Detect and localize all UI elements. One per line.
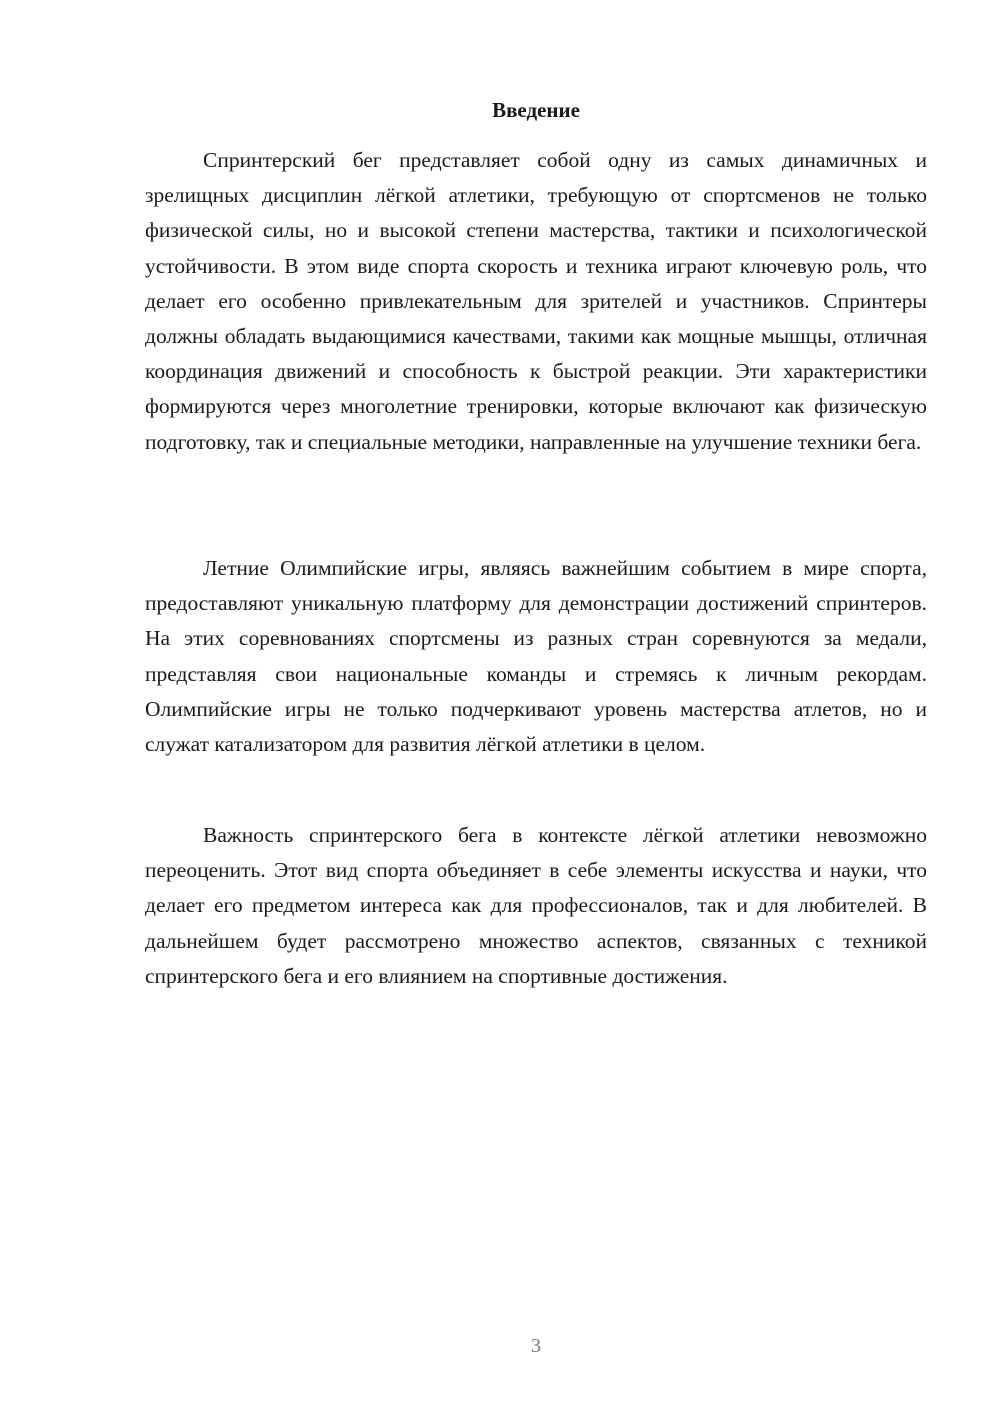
paragraph-1: Спринтерский бег представляет собой одну из самых динамичных и зрелищных дисциплин лёгкой атлетики, требующую от спортсменов не только физической силы, но и высокой степени мастерства, тактики и психологической устойчивости. В этом виде спорта скорость и техника играют ключевую роль, что делает его особенно привлекательным для зрителей и участников. Спринтеры должны обладать выдающимися качествами, такими как мощные мышцы, отличная координация движений и способность к быстрой реакции. Эти характеристики формируются через многолетние тренировки, которые включают как физическую подготовку, так и специальные методики, направленные на улучшение техники бега. [145, 148, 927, 454]
paragraph-2: Летние Олимпийские игры, являясь важнейшим событием в мире спорта, предоставляют уникальную платформу для демонстрации достижений спринтеров. На этих соревнованиях спортсмены из разных стран соревнуются за медали, представляя свои национальные команды и стремясь к личным рекордам. Олимпийские игры не только подчеркивают уровень мастерства атлетов, но и служат катализатором для развития лёгкой атлетики в целом. [145, 556, 927, 757]
section-heading: Введение [492, 98, 580, 122]
page-number: 3 [531, 1335, 541, 1357]
paragraph-3: Важность спринтерского бега в контексте лёгкой атлетики невозможно переоценить. Этот вид спорта объединяет в себе элементы искусства и науки, что делает его предметом интереса как для профессионалов, так и для любителей. В дальнейшем будет рассмотрено множество аспектов, связанных с техникой спринтерского бега и его влиянием на спортивные достижения. [145, 823, 927, 988]
